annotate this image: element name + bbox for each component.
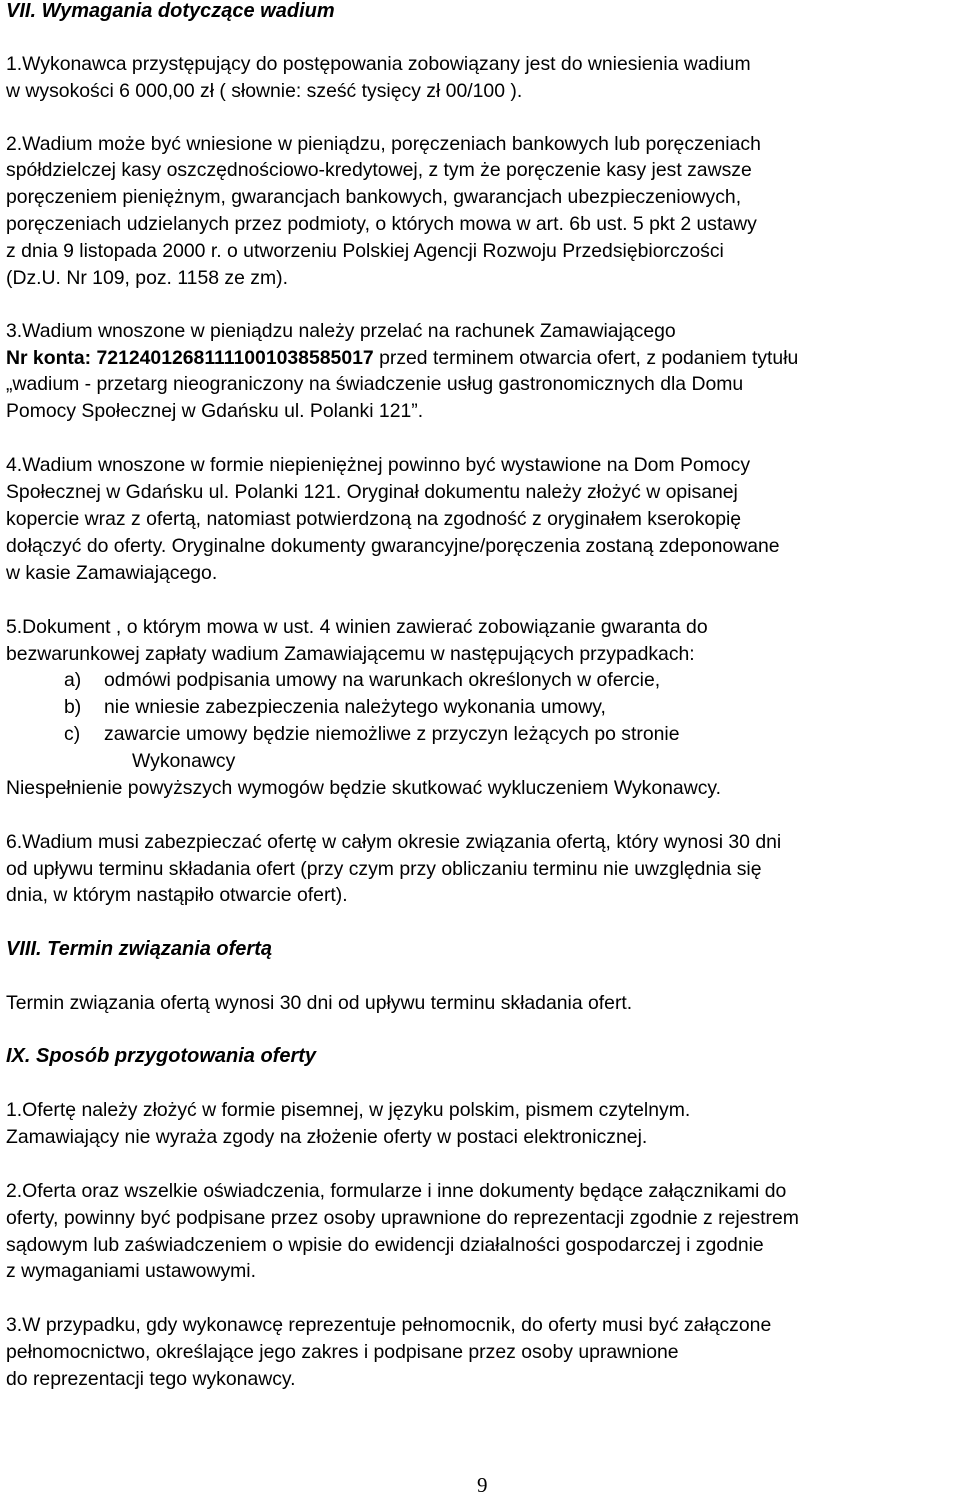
- paragraph-line: 5.Dokument , o którym mowa w ust. 4 winien zawierać zobowiązanie gwaranta do: [6, 616, 708, 638]
- paragraph-line: od upływu terminu składania ofert (przy czym przy obliczaniu terminu nie uwzględnia się: [6, 858, 762, 880]
- paragraph-line: bezwarunkowej zapłaty wadium Zamawiającemu w następujących przypadkach:: [6, 643, 695, 665]
- paragraph-line: 1.Ofertę należy złożyć w formie pisemnej, w języku polskim, pismem czytelnym.: [6, 1099, 691, 1121]
- paragraph-line: kopercie wraz z ofertą, natomiast potwierdzoną na zgodność z oryginałem kserokopię: [6, 508, 742, 530]
- paragraph-line: oferty, powinny być podpisane przez osoby uprawnione do reprezentacji zgodnie z rejestrem: [6, 1207, 799, 1229]
- paragraph-line: „wadium - przetarg nieograniczony na świadczenie usług gastronomicznych dla Domu: [6, 373, 744, 395]
- section-heading-viii: VIII. Termin związania ofertą: [6, 938, 272, 960]
- list-item-continuation: Wykonawcy: [132, 750, 236, 772]
- list-marker: a): [64, 669, 82, 691]
- paragraph-line: do reprezentacji tego wykonawcy.: [6, 1368, 296, 1390]
- paragraph-line: sądowym lub zaświadczeniem o wpisie do ewidencji działalności gospodarczej i zgodnie: [6, 1234, 764, 1256]
- paragraph-line: poręczeniach udzielanych przez podmioty, o których mowa w art. 6b ust. 5 pkt 2 ustawy: [6, 213, 757, 235]
- paragraph-line: 4.Wadium wnoszone w formie niepieniężnej powinno być wystawione na Dom Pomocy: [6, 454, 751, 476]
- paragraph-line: 1.Wykonawca przystępujący do postępowania zobowiązany jest do wniesienia wadium: [6, 53, 751, 75]
- paragraph-line: 6.Wadium musi zabezpieczać ofertę w całym okresie związania ofertą, który wynosi 30 dni: [6, 831, 782, 853]
- paragraph-line: w wysokości 6 000,00 zł ( słownie: sześć tysięcy zł 00/100 ).: [6, 80, 523, 102]
- paragraph-line: (Dz.U. Nr 109, poz. 1158 ze zm).: [6, 267, 288, 289]
- paragraph-line: z wymaganiami ustawowymi.: [6, 1260, 256, 1282]
- paragraph-line: Zamawiający nie wyraża zgody na złożenie oferty w postaci elektronicznej.: [6, 1126, 648, 1148]
- paragraph-line: Społecznej w Gdańsku ul. Polanki 121. Oryginał dokumentu należy złożyć w opisanej: [6, 481, 738, 503]
- paragraph-line: 3.Wadium wnoszone w pieniądzu należy przelać na rachunek Zamawiającego: [6, 320, 676, 342]
- paragraph-line: dnia, w którym nastąpiło otwarcie ofert).: [6, 884, 348, 906]
- paragraph-line: 2.Oferta oraz wszelkie oświadczenia, formularze i inne dokumenty będące załącznikami do: [6, 1180, 787, 1202]
- section-heading-ix: IX. Sposób przygotowania oferty: [6, 1045, 317, 1067]
- paragraph-line: w kasie Zamawiającego.: [6, 562, 218, 584]
- paragraph-line: z dnia 9 listopada 2000 r. o utworzeniu Polskiej Agencji Rozwoju Przedsiębiorczości: [6, 240, 724, 262]
- list-marker: b): [64, 696, 82, 718]
- paragraph-line: Termin związania ofertą wynosi 30 dni od upływu terminu składania ofert.: [6, 992, 633, 1014]
- paragraph-line: spółdzielczej kasy oszczędnościowo-kredytowej, z tym że poręczenie kasy jest zawsze: [6, 159, 752, 181]
- paragraph-line: Pomocy Społecznej w Gdańsku ul. Polanki 121”.: [6, 400, 424, 422]
- account-number: Nr konta: 72124012681111001038585017: [6, 347, 374, 369]
- list-item: zawarcie umowy będzie niemożliwe z przyczyn leżących po stronie: [104, 723, 680, 745]
- paragraph-text: przed terminem otwarcia ofert, z podaniem tytułu: [373, 347, 799, 369]
- paragraph-line: 3.W przypadku, gdy wykonawcę reprezentuje pełnomocnik, do oferty musi być załączone: [6, 1314, 772, 1336]
- list-item: odmówi podpisania umowy na warunkach określonych w ofercie,: [104, 669, 661, 691]
- paragraph-line: [6, 345, 798, 372]
- paragraph-line: pełnomocnictwo, określające jego zakres i podpisane przez osoby uprawnione: [6, 1341, 679, 1363]
- paragraph-line: dołączyć do oferty. Oryginalne dokumenty gwarancyjne/poręczenia zostaną zdeponowane: [6, 535, 780, 557]
- list-item: nie wniesie zabezpieczenia należytego wykonania umowy,: [104, 696, 606, 718]
- page-number: 9: [477, 1473, 488, 1497]
- paragraph-line: poręczeniem pieniężnym, gwarancjach bankowych, gwarancjach ubezpieczeniowych,: [6, 186, 742, 208]
- list-marker: c): [64, 723, 81, 745]
- paragraph-line: Niespełnienie powyższych wymogów będzie skutkować wykluczeniem Wykonawcy.: [6, 777, 722, 799]
- section-heading-vii: VII. Wymagania dotyczące wadium: [6, 0, 335, 22]
- paragraph-line: 2.Wadium może być wniesione w pieniądzu, poręczeniach bankowych lub poręczeniach: [6, 133, 761, 155]
